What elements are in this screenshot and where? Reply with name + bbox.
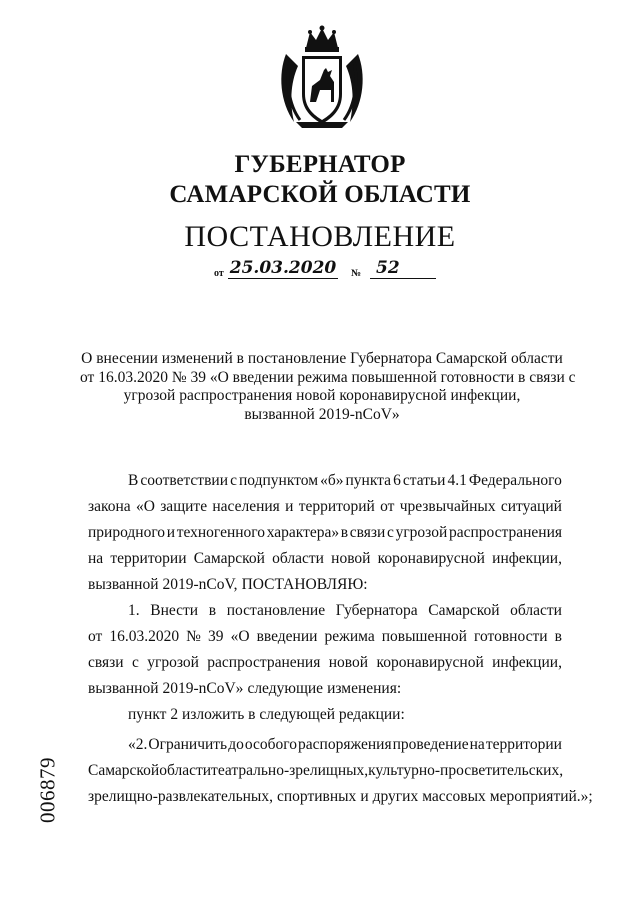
word: территорий (298, 498, 375, 515)
word: вызванной (88, 680, 159, 697)
word: 4.1 (447, 472, 467, 489)
word: 2019-nCoV» (162, 680, 244, 697)
word: «б» (320, 472, 344, 489)
word: № (186, 628, 201, 645)
date-prefix: от (214, 268, 224, 279)
body-line (88, 624, 562, 650)
word: в (208, 602, 217, 619)
word: 1. (128, 602, 140, 619)
word: новой (331, 550, 371, 567)
word: населения (212, 498, 280, 515)
word: с (230, 472, 237, 489)
body-line (88, 468, 562, 494)
subject-line: от 16.03.2020 № 39 «О введении режима повышенной готовности в связи с (80, 368, 576, 386)
registration-number: 006879 (35, 757, 60, 823)
word: особого (244, 736, 297, 753)
word: подпунктом (239, 472, 318, 489)
body-line (88, 650, 562, 676)
word: связи (349, 524, 386, 541)
word: проведение (392, 736, 469, 753)
body-line (88, 520, 562, 546)
word: закона (88, 498, 131, 515)
word: угрозой (147, 654, 199, 671)
word: Ограничить (148, 736, 228, 753)
word: Губернатора (335, 602, 418, 619)
body-line (88, 676, 562, 702)
word: соответствии (140, 472, 228, 489)
word: 2019-nCoV, (162, 576, 238, 593)
registration-number-stamp (33, 745, 63, 835)
word: и (360, 788, 369, 805)
word: культурно-просветительских, (368, 762, 564, 779)
word: 39 (208, 628, 224, 645)
word: области (159, 762, 212, 779)
word: ПОСТАНОВЛЯЮ: (241, 576, 368, 593)
word: Самарской (193, 550, 265, 567)
item1-paragraph (88, 598, 562, 702)
word: пункта (345, 472, 392, 489)
word: с (387, 524, 394, 541)
word: повышенной (381, 628, 467, 645)
word: распространения (207, 654, 321, 671)
word: В (128, 472, 139, 489)
word: следующие (247, 680, 324, 697)
body-line: пункт 2 изложить в следующей редакции: (128, 706, 405, 723)
preamble-paragraph (88, 468, 562, 598)
body-line (88, 758, 562, 784)
samara-coat-of-arms-icon (276, 24, 368, 132)
word: области (272, 550, 324, 567)
word: готовности (474, 628, 548, 645)
word: Внести (150, 602, 199, 619)
document-date: 25.03.2020 (229, 258, 337, 278)
quote-paragraph (88, 732, 593, 810)
word: связи (88, 654, 124, 671)
body-line (88, 546, 562, 572)
word: территории (110, 550, 187, 567)
body-line (88, 732, 562, 758)
word: от (88, 628, 103, 645)
word: и (166, 524, 176, 541)
body-line (88, 494, 562, 520)
word: мероприятий.»; (489, 788, 593, 805)
word: и (285, 498, 294, 515)
word: Федерального (468, 472, 562, 489)
word: режима (324, 628, 375, 645)
word: в (340, 524, 349, 541)
word: инфекции, (492, 550, 562, 567)
word: 16.03.2020 (109, 628, 180, 645)
subject-line: угрозой распространения новой коронавирусной инфекции, (123, 387, 521, 404)
word: территории (485, 736, 562, 753)
number-label: № (351, 268, 362, 279)
word: коронавирусной (377, 550, 485, 567)
issuer-title-line2: САМАРСКОЙ ОБЛАСТИ (169, 181, 471, 208)
word: изменения: (327, 680, 402, 697)
word: ситуаций (500, 498, 562, 515)
word: «О (135, 498, 155, 515)
word: чрезвычайных (399, 498, 496, 515)
body-line (88, 572, 562, 598)
word: зрелищно-развлекательных, (88, 788, 273, 805)
word: вызванной (88, 576, 159, 593)
word: защите (160, 498, 208, 515)
word: с (131, 654, 139, 671)
word: статьи (402, 472, 446, 489)
body-line (88, 598, 562, 624)
word: инфекции, (492, 654, 562, 671)
word: угрозой (395, 524, 448, 541)
issuer-title-line1: ГУБЕРНАТОР (234, 151, 406, 178)
word: 6 (393, 472, 401, 489)
word: коронавирусной (376, 654, 484, 671)
word: введении (256, 628, 318, 645)
document-date-number-row (214, 260, 434, 282)
word: от (380, 498, 395, 515)
document-number: 52 (370, 258, 436, 279)
word: Самарской (428, 602, 500, 619)
word: на (88, 550, 104, 567)
word: «О (230, 628, 250, 645)
word: «2. (128, 736, 148, 753)
subject-line: О внесении изменений в постановление Губернатора Самарской области (81, 350, 563, 367)
word: области (510, 602, 562, 619)
word: постановление (226, 602, 326, 619)
body-line (88, 784, 593, 810)
word: массовых (422, 788, 486, 805)
subject-line: вызванной 2019-nCoV» (244, 405, 400, 423)
document-subject (80, 350, 576, 424)
word: в (554, 628, 562, 645)
word: на (469, 736, 485, 753)
word: театрально-зрелищных, (211, 762, 369, 779)
word: Самарской (88, 762, 160, 779)
document-type-title: ПОСТАНОВЛЕНИЕ (184, 220, 456, 253)
item1-sub-paragraph (88, 702, 562, 728)
word: природного (88, 524, 166, 541)
word: распространения (448, 524, 562, 541)
word: спортивных (276, 788, 357, 805)
word: до (228, 736, 244, 753)
word: других (372, 788, 419, 805)
word: новой (328, 654, 369, 671)
word: техногенного (176, 524, 266, 541)
word: характера» (266, 524, 340, 541)
word: распоряжения (298, 736, 392, 753)
